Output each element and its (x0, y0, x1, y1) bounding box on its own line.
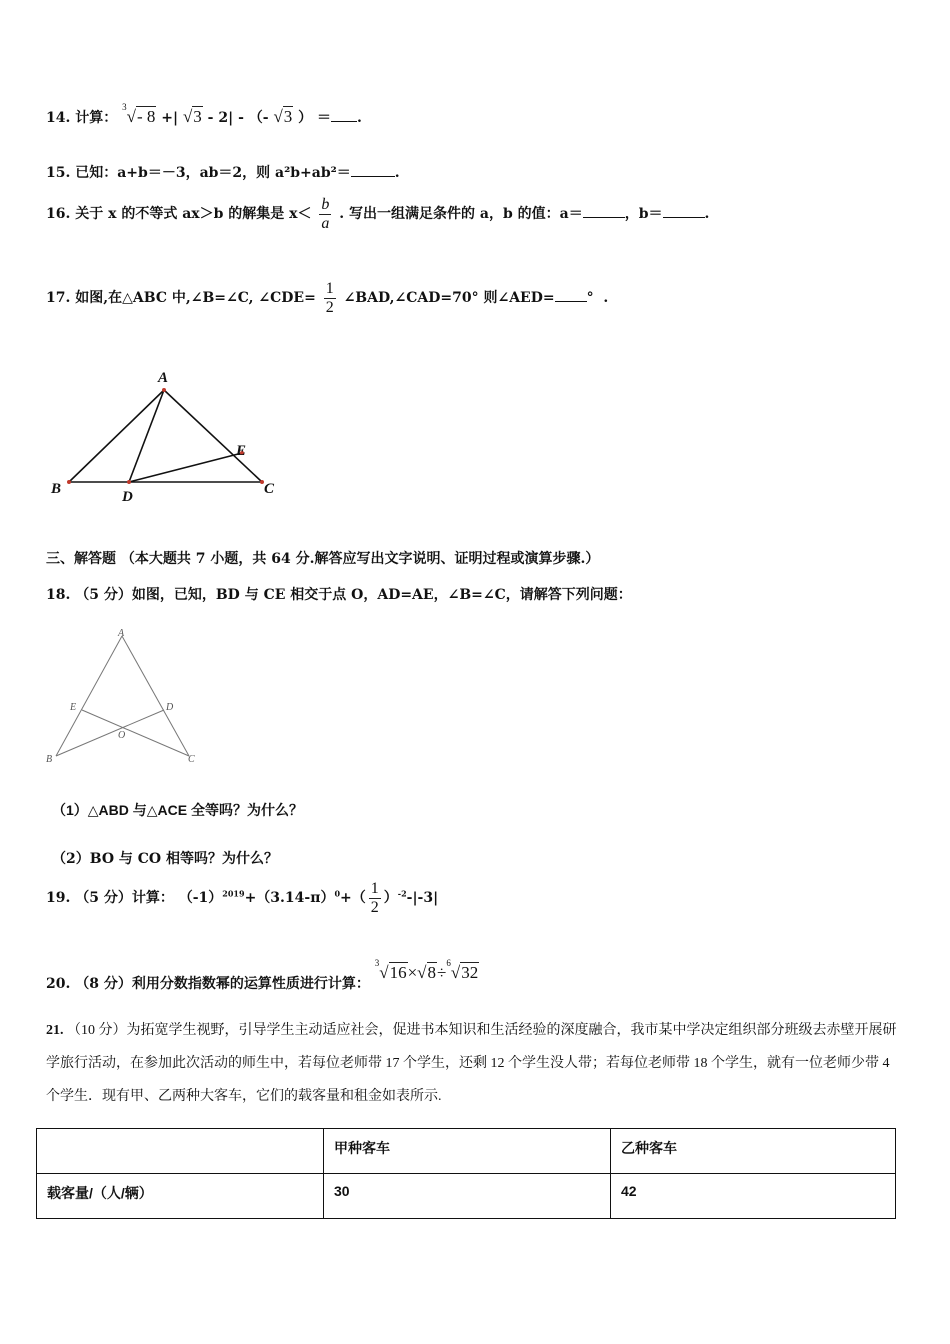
segment-de (129, 453, 242, 482)
label-e: E (236, 443, 247, 459)
figure-17-triangle (44, 362, 294, 512)
table-header-cell (37, 1129, 324, 1174)
sqrt-3: √3 (182, 107, 202, 126)
question-14: 14. 计算： $^3$√- 8 +| √3 - 2| - （- √3 ） ＝ . (46, 102, 362, 126)
question-19: 19. （5 分）计算： $(-1)^{2019}+(3.14-\pi)^0+$（ $\frac{1}{2}$ ）$^{-2}$-|-3| (46, 880, 439, 916)
label-b: B (46, 754, 53, 765)
sqrt-3b: √3 (273, 107, 293, 126)
table-header-cell: 乙种客车 (611, 1129, 896, 1174)
segment-ab (56, 636, 122, 756)
cube-root-neg8: $^3$√- 8 (122, 102, 156, 126)
answer-blank (555, 289, 587, 302)
question-20: 20. （8 分）利用分数指数幂的运算性质进行计算： $^3$√16×√8÷$^6$√32 (46, 958, 479, 992)
q18-sub2: （2）BO 与 CO 相等吗？为什么？ (52, 851, 278, 867)
label-c: C (264, 481, 275, 497)
table-header-cell: 甲种客车 (324, 1129, 611, 1174)
answer-blank-b (663, 205, 705, 218)
fraction-one-half: $\frac{1}{2}$ (370, 880, 379, 916)
table-header-row (37, 1129, 896, 1174)
answer-blank-a (583, 205, 625, 218)
segment-ac (164, 390, 262, 482)
figure-18-triangle (44, 624, 214, 774)
section-3-header: 三、解答题 （本大题共 7 小题，共 64 分.解答应写出文字说明、证明过程或演算步骤.） (46, 551, 600, 567)
label-o: O (118, 730, 126, 741)
cube-root-16: $^3$√16 (374, 958, 407, 982)
label-d: D (166, 702, 174, 713)
q14-number: 14. (46, 110, 71, 126)
table-row (37, 1174, 896, 1219)
point-b (67, 480, 71, 484)
q18-sub1: （1）△ABD 与△ACE 全等吗？为什么？ (52, 802, 303, 818)
table-cell: 载客量/（人/辆） (37, 1174, 324, 1219)
label-a: A (158, 370, 169, 386)
question-21: 21. （10 分）为拓宽学生视野，引导学生主动适应社会，促进书本知识和生活经验的深度融合，我市某中学决定组织部分班级去赤壁开展研学旅行活动，在参加此次活动的师生中，若每位老师带 17 个学生，还剩 12 个学生没人带；若每位老师带 18 个学生，就有一位老师少带 4 个学生．现有甲、乙两种大客车，它们的载客量和租金如表所示. (46, 1023, 897, 1104)
label-e: E (70, 702, 77, 713)
question-17: 17. 如图,在△ABC 中,∠B=∠C, ∠CDE= $\frac{1}{2}$ ∠BAD,∠CAD=70° 则∠AED= ° . (46, 280, 609, 316)
answer-blank (351, 164, 395, 177)
segment-ad (129, 390, 164, 482)
point-a (162, 388, 166, 392)
label-d: D (122, 489, 133, 505)
question-15: 15. 已知：a+b＝－3，ab＝2，则 a²b+ab²＝ . (46, 165, 400, 181)
segment-ce (82, 710, 189, 756)
table-cell: 42 (611, 1174, 896, 1219)
question-18: 18. （5 分）如图，已知，BD 与 CE 相交于点 O，AD=AE，∠B=∠C，请解答下列问题： (46, 587, 632, 603)
answer-blank (331, 109, 357, 122)
point-d (127, 480, 131, 484)
question-16: 16. 关于 x 的不等式 ax＞b 的解集是 x＜ $\frac{b}{a}$ . 写出一组满足条件的 a，b 的值：a＝ ，b＝ . (46, 196, 710, 232)
label-c: C (188, 754, 195, 765)
segment-ac (122, 636, 189, 756)
segment-ab (69, 390, 164, 482)
label-a: A (118, 628, 125, 639)
fraction-b-over-a: $\frac{b}{a}$ (321, 196, 330, 232)
q14-label: 计算： (75, 110, 118, 126)
table-cell: 30 (324, 1174, 611, 1219)
bus-table (36, 1128, 896, 1219)
segment-bd (56, 710, 164, 756)
label-b: B (51, 481, 62, 497)
sixth-root-32: $^6$√32 (446, 958, 479, 982)
sqrt-8: √8 (417, 963, 437, 982)
fraction-one-half: $\frac{1}{2}$ (325, 280, 334, 316)
